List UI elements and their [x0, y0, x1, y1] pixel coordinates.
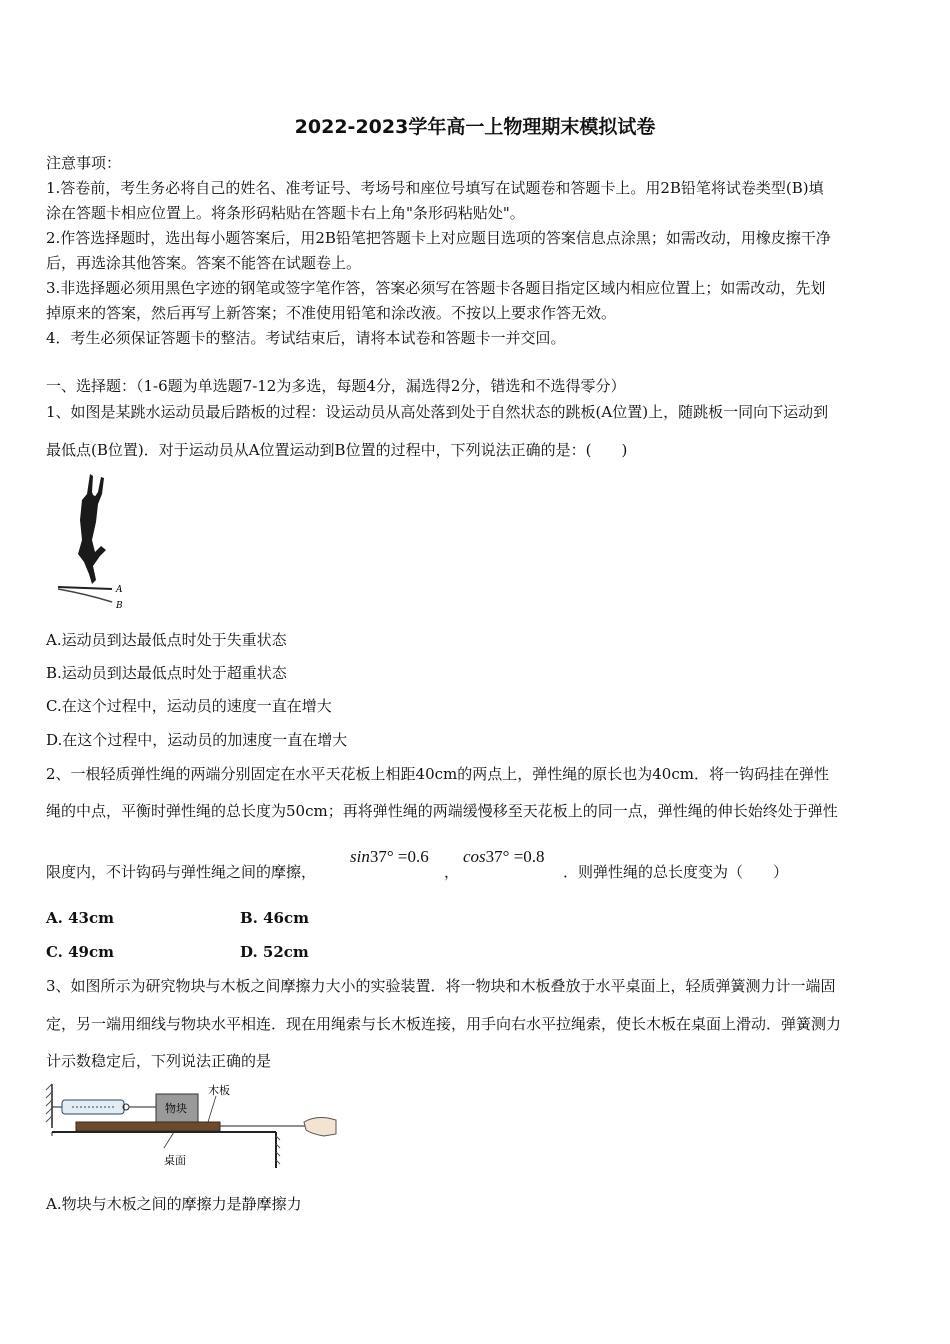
- formula-sin: sin37° =0.6: [350, 847, 429, 866]
- q3-option: A.物块与木板之间的摩擦力是静摩擦力: [46, 1195, 302, 1213]
- q1-stem-line: 1、如图是某跳水运动员最后踏板的过程：设运动员从高处落到处于自然状态的跳板(A位置)上，随跳板一同向下运动到: [46, 403, 829, 421]
- notice-line: 4．考生必须保证答题卡的整洁。考试结束后，请将本试卷和答题卡一并交回。: [46, 329, 566, 347]
- notice-line: 掉原来的答案，然后再写上新答案；不准使用铅笔和涂改液。不按以上要求作答无效。: [46, 304, 617, 322]
- block-label: 物块: [165, 1102, 187, 1115]
- page-title: 2022-2023学年高一上物理期末模拟试卷: [294, 116, 656, 138]
- q1-option: A.运动员到达最低点时处于失重状态: [46, 631, 287, 649]
- q1-stem-line: 最低点(B位置)．对于运动员从A位置运动到B位置的过程中，下列说法正确的是：( ): [46, 441, 628, 459]
- q2-option: A. 43cm: [46, 909, 114, 927]
- notice-line: 3.非选择题必须用黑色字迹的钢笔或签字笔作答，答案必须写在答题卡各题目指定区域内相应位置上；如需改动，先划: [46, 279, 826, 297]
- q2-stem-line: 绳的中点，平衡时弹性绳的总长度为50cm；再将弹性绳的两端缓慢移至天花板上的同一点，弹性绳的伸长始终处于弹性: [46, 802, 838, 820]
- q2-stem-line: 限度内，不计钩码与弹性绳之间的摩擦，: [46, 863, 317, 881]
- q2-stem-end: ．则弹性绳的总长度变为（ ）: [563, 863, 789, 881]
- q3-stem-line: 定，另一端用细线与物块水平相连．现在用绳索与长木板连接，用手向右水平拉绳索，使长木板在桌面上滑动．弹簧测力: [46, 1015, 842, 1033]
- notice-line: 1.答卷前，考生务必将自己的姓名、准考证号、考场号和座位号填写在试题卷和答题卡上。用2B铅笔将试卷类型(B)填: [46, 179, 824, 197]
- formula-cos: cos37° =0.8: [463, 847, 545, 866]
- friction-apparatus-figure: [44, 1080, 340, 1180]
- diver-figure: [46, 470, 136, 615]
- notice-heading: 注意事项：: [46, 154, 122, 172]
- q3-stem-line: 计示数稳定后，下列说法正确的是: [46, 1052, 272, 1070]
- q3-stem-line: 3、如图所示为研究物块与木板之间摩擦力大小的实验装置．将一物块和木板叠放于水平桌面上，轻质弹簧测力计一端固: [46, 977, 836, 995]
- table-label: 桌面: [164, 1154, 186, 1167]
- notice-line: 2.作答选择题时，选出每小题答案后，用2B铅笔把答题卡上对应题目选项的答案信息点涂黑；如需改动，用橡皮擦干净: [46, 229, 831, 247]
- q2-stem-line: 2、一根轻质弹性绳的两端分别固定在水平天花板上相距40cm的两点上，弹性绳的原长也为40cm．将一钩码挂在弹性: [46, 765, 829, 783]
- notice-line: 后，再选涂其他答案。答案不能答在试题卷上。: [46, 254, 362, 272]
- q1-option: C.在这个过程中，运动员的速度一直在增大: [46, 697, 332, 715]
- label-b: B: [116, 601, 123, 611]
- formula-separator: ，: [444, 863, 460, 881]
- q2-option: D. 52cm: [240, 943, 309, 961]
- q1-option: D.在这个过程中，运动员的加速度一直在增大: [46, 731, 348, 749]
- board-label: 木板: [208, 1084, 230, 1097]
- section-heading: 一、选择题：（1-6题为单选题7-12为多选，每题4分，漏选得2分，错选和不选得零分）: [46, 377, 626, 395]
- label-a: A: [116, 585, 123, 595]
- q2-option: B. 46cm: [240, 909, 310, 927]
- q2-option: C. 49cm: [46, 943, 114, 961]
- q1-option: B.运动员到达最低点时处于超重状态: [46, 664, 287, 682]
- notice-line: 涂在答题卡相应位置上。将条形码粘贴在答题卡右上角"条形码粘贴处"。: [46, 204, 525, 222]
